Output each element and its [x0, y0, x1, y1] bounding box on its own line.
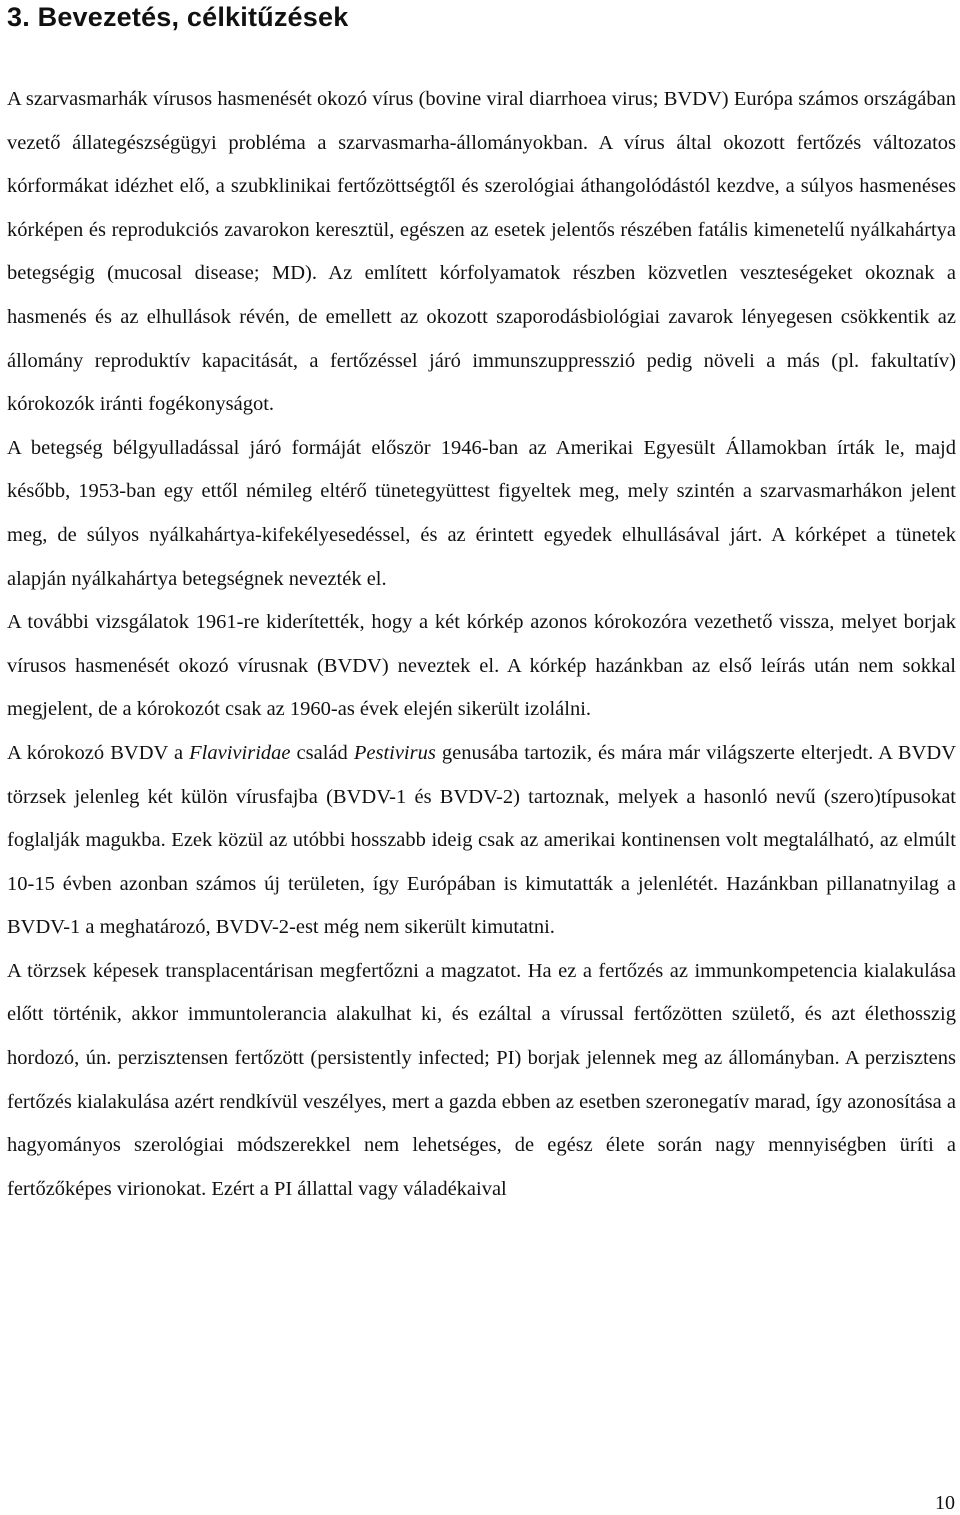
paragraph-text: család [290, 741, 354, 764]
genus-name-italic: Pestivirus [353, 741, 436, 764]
paragraph-identification [7, 601, 956, 732]
paragraph-text: A törzsek képesek transplacentárisan megfertőzni a magzatot. Ha ez a fertőzés az immunkompetencia kialakulása előtt történik, akkor immuntolerancia alakulhat ki, és ezáltal a vírussal fertőzötten születő, és azt élethosszig hordozó, ún. perzisztensen fertőzött (persistently infected; PI) borjak jelennek meg az állományban. A perzisztens fertőzés kialakulása azért rendkívül veszélyes, mert a gazda ebben az esetben szeronegatív marad, így azonosítása a hagyományos szerológiai módszerekkel nem lehetséges, de egész élete során nagy mennyiségben üríti a fertőzőképes virionokat. Ezért a PI állattal vagy váladékaival [7, 959, 956, 1200]
page-number: 10 [935, 1492, 955, 1514]
section-heading: 3. Bevezetés, célkitűzések [7, 2, 349, 32]
paragraph-text: genusába tartozik, és mára már világszerte elterjedt. A BVDV törzsek jelenleg két külön vírusfajba (BVDV-1 és BVDV-2) tartoznak, melyek a hasonló nevű (szero)típusokat foglalják magukba. Ezek közül az utóbbi hosszabb ideig csak az amerikai kontinensen volt megtalálható, az elmúlt 10-15 évben azonban számos új területen, így Európában is kimutatták a jelenlétét. Hazánkban pillanatnyilag a BVDV-1 a meghatározó, BVDV-2-est még nem sikerült kimutatni. [7, 741, 956, 939]
paragraph-taxonomy [7, 732, 956, 950]
body-text [7, 78, 956, 1211]
family-name-italic: Flaviviridae [189, 741, 291, 764]
paragraph-text: A szarvasmarhák vírusos hasmenését okozó vírus (bovine viral diarrhoea virus; BVDV) Európa számos országában vezető állategészségügyi probléma a szarvasmarha-állományokban. A vírus által okozott fertőzés változatos kórformákat idézhet elő, a szubklinikai fertőzöttségtől és szerológiai áthangolódástól kezdve, a súlyos hasmenéses kórképen és reprodukciós zavarokon keresztül, egészen az esetek jelentős részében fatális kimenetelű nyálkahártya betegségig (mucosal disease; MD). Az említett kórfolyamatok részben közvetlen veszteségeket okoznak a hasmenés és az elhullások révén, de emellett az okozott szaporodásbiológiai zavarok lényegesen csökkentik az állomány reproduktív kapacitását, a fertőzéssel járó immunszuppresszió pedig növeli a más (pl. fakultatív) kórokozók iránti fogékonyságot. [7, 88, 956, 416]
paragraph-intro [7, 78, 956, 427]
paragraph-text: A kórokozó BVDV a [7, 741, 190, 764]
paragraph-history [7, 427, 956, 601]
paragraph-transmission [7, 950, 956, 1212]
paragraph-text: A további vizsgálatok 1961-re kiderítették, hogy a két kórkép azonos kórokozóra vezethető vissza, melyet borjak vírusos hasmenését okozó vírusnak (BVDV) neveztek el. A kórkép hazánkban az első leírás után nem sokkal megjelent, de a kórokozót csak az 1960-as évek elején sikerült izolálni. [7, 611, 956, 721]
paragraph-text: A betegség bélgyulladással járó formáját először 1946-ban az Amerikai Egyesült Államokban írták le, majd később, 1953-ban egy ettől némileg eltérő tünetegyüttest figyeltek meg, mely szintén a szarvasmarhákon jelent meg, de súlyos nyálkahártya-kifekélyesedéssel, és az érintett egyedek elhullásával járt. A kórképet a tünetek alapján nyálkahártya betegségnek nevezték el. [7, 436, 956, 590]
